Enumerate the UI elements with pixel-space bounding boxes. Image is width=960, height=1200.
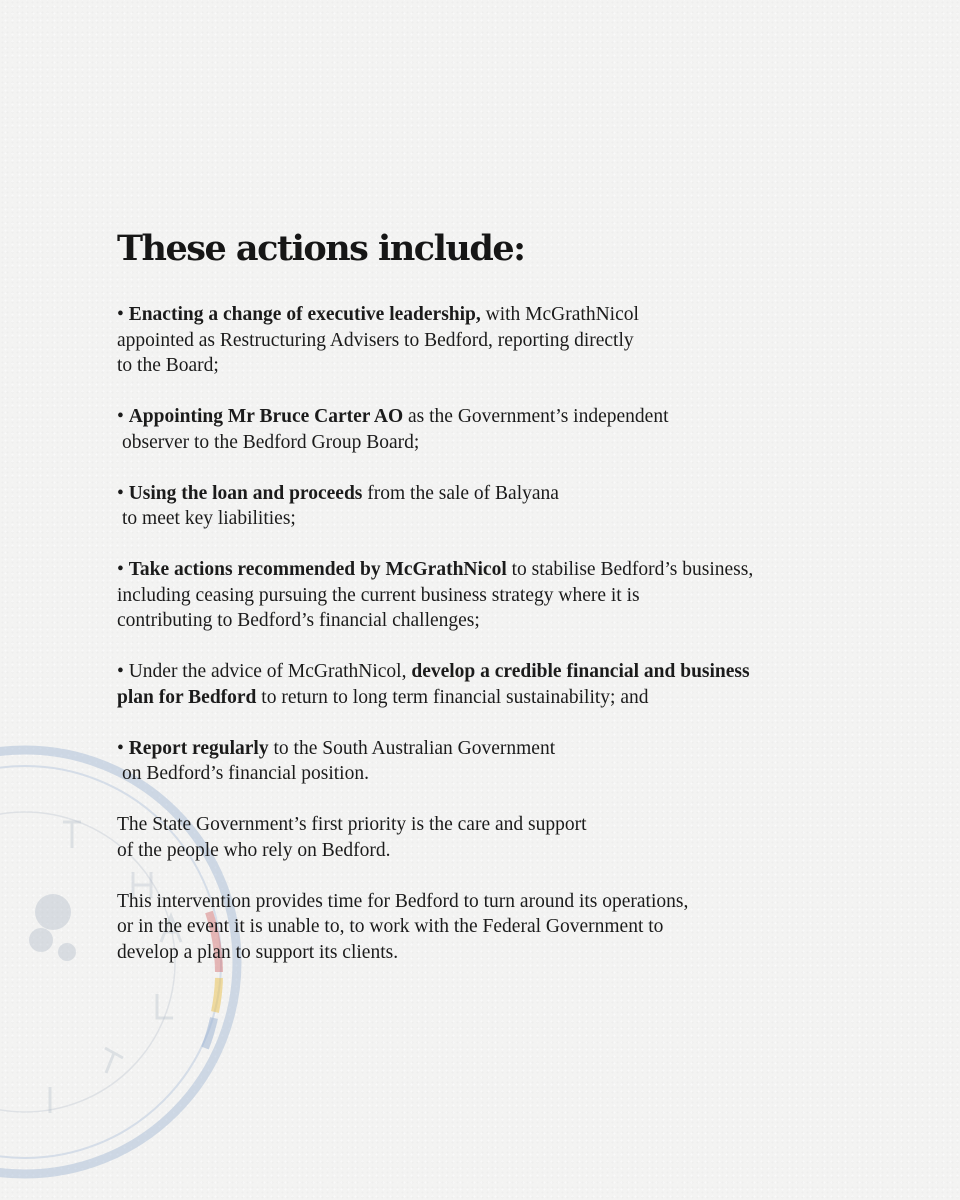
item-text: including ceasing pursuing the current business strategy where it is [117, 584, 640, 606]
closing-paragraph-priority [117, 812, 877, 863]
item-text: to return to long term financial sustainability; and [256, 686, 649, 708]
item-text: appointed as Restructuring Advisers to Bedford, reporting directly [117, 329, 634, 351]
paragraph-text: or in the event it is unable to, to work with the Federal Government to [117, 916, 664, 937]
list-item-report [117, 736, 877, 787]
item-text: observer to the Bedford Group Board; [122, 431, 420, 453]
item-emphasis: Enacting a change of executive leadership, [128, 304, 481, 325]
bullet: • [117, 737, 124, 759]
item-text: contributing to Bedford’s financial challenges; [117, 610, 480, 631]
item-emphasis: Using the loan and proceeds [128, 482, 363, 504]
bullet: • [117, 482, 124, 504]
bullet: • [117, 661, 124, 682]
list-item-observer [117, 404, 877, 455]
item-text: with McGrathNicol [480, 304, 639, 325]
bullet: • [117, 559, 124, 580]
document-body [117, 222, 877, 991]
list-item-actions [117, 557, 877, 634]
list-item-loan [117, 481, 877, 532]
paragraph-text: This intervention provides time for Bedford to turn around its operations, [117, 890, 689, 912]
paragraph-text: develop a plan to support its clients. [117, 941, 399, 963]
list-item-leadership [117, 302, 877, 379]
bullet: • [117, 304, 124, 325]
item-emphasis: develop a credible financial and business [411, 661, 750, 682]
item-text: to stabilise Bedford’s business, [506, 559, 754, 580]
item-emphasis: plan for Bedford [117, 686, 257, 708]
item-text: to meet key liabilities; [122, 508, 296, 529]
item-text: on Bedford’s financial position. [122, 763, 369, 784]
item-text: as the Government’s independent [403, 406, 669, 427]
closing-paragraph-intervention [117, 889, 877, 966]
paragraph-text: of the people who rely on Bedford. [117, 839, 391, 861]
item-text: from the sale of Balyana [362, 482, 559, 504]
list-item-plan [117, 659, 877, 710]
paragraph-text: The State Government’s first priority is the care and support [117, 814, 587, 835]
item-text: to the Board; [117, 355, 219, 376]
item-emphasis: Appointing Mr Bruce Carter AO [128, 406, 404, 427]
section-heading: These actions include: [117, 228, 525, 269]
item-text: Under the advice of McGrathNicol, [123, 661, 412, 682]
item-emphasis: Report regularly [128, 737, 269, 759]
item-emphasis: Take actions recommended by McGrathNicol [128, 559, 507, 580]
item-text: to the South Australian Government [268, 737, 556, 759]
bullet: • [117, 406, 124, 427]
